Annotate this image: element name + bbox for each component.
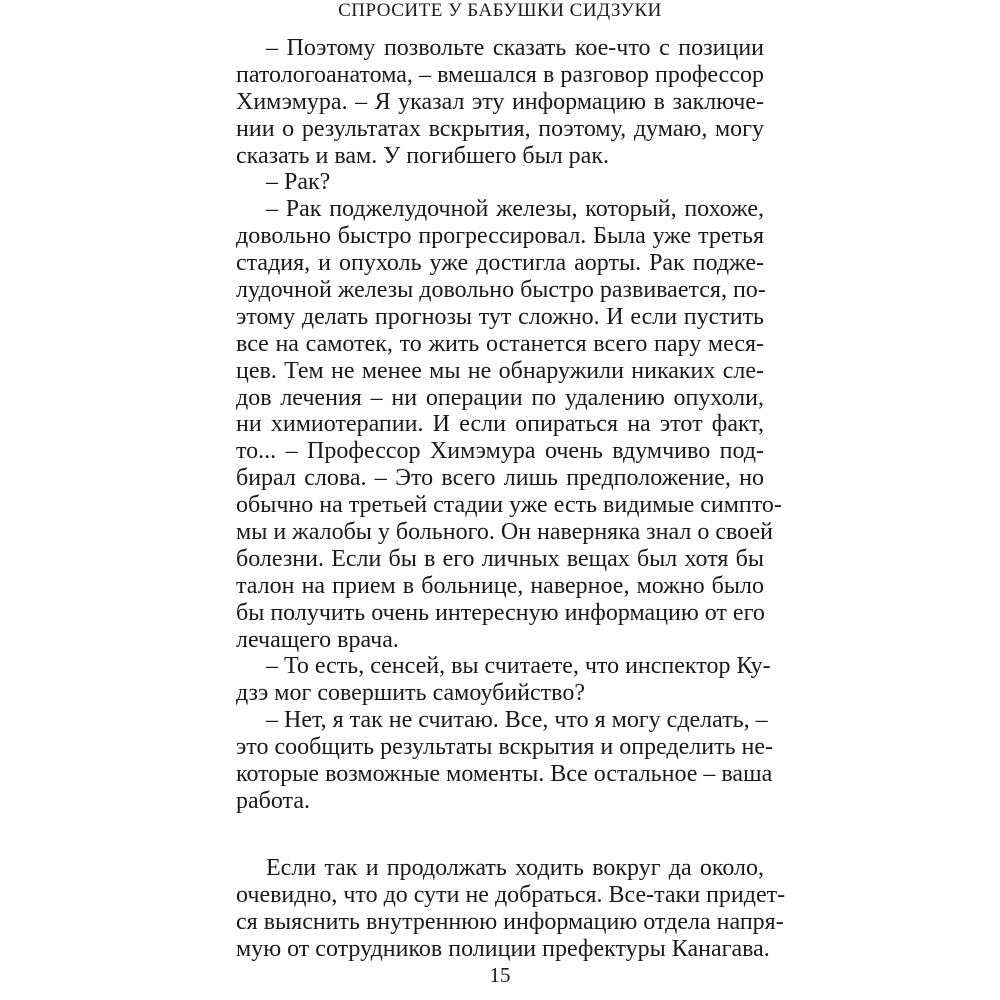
main-text-section-1	[236, 35, 782, 815]
main-text-section-2	[236, 855, 786, 963]
text-line: болезни. Если бы в его личных вещах был хотя бы	[236, 545, 764, 572]
text-line: которые возможные моменты. Все остальное – ваша	[236, 761, 773, 788]
text-line: то... – Профессор Химэмура очень вдумчиво под-	[236, 438, 764, 465]
text-line: обычно на третьей стадии уже есть видимые симпто-	[236, 492, 782, 519]
text-line: – Нет, я так не считаю. Все, что я могу сделать, –	[266, 707, 768, 734]
text-line: работа.	[236, 787, 310, 814]
text-line: бы получить очень интересную информацию от его	[236, 599, 765, 626]
text-line: Если так и продолжать ходить вокруг да около,	[266, 855, 764, 881]
text-line: довольно быстро прогрессировал. Была уже третья	[236, 223, 764, 250]
text-line: дов лечения – ни операции по удалению опухоли,	[236, 384, 764, 411]
text-line: все на самотек, то жить останется всего пару меся-	[236, 330, 764, 357]
text-line: ся выяснить внутреннюю информацию отдела напря-	[236, 908, 784, 935]
text-line: дзэ мог совершить самоубийство?	[236, 680, 585, 707]
text-line: стадия, и опухоль уже достигла аорты. Рак подже-	[236, 250, 764, 277]
text-line: талон на прием в больнице, наверное, можно было	[236, 572, 764, 599]
page-number: 15	[489, 963, 511, 987]
text-line: это сообщить результаты вскрытия и определить не-	[236, 734, 774, 761]
text-line: патологоанатома, – вмешался в разговор профессор	[236, 61, 764, 88]
text-line: лудочной железы довольно быстро развивается, по-	[236, 277, 766, 304]
text-line: этому делать прогнозы тут сложно. И если пустить	[236, 303, 764, 330]
text-line: лечащего врача.	[236, 626, 399, 653]
running-head: СПРОСИТЕ У БАБУШКИ СИДЗУКИ	[338, 0, 662, 21]
text-line: сказать и вам. У погибшего был рак.	[236, 142, 609, 169]
text-line: цев. Тем не менее мы не обнаружили никаких сле-	[236, 357, 764, 384]
text-line: Химэмура. – Я указал эту информацию в заключе-	[236, 88, 764, 115]
text-line: мую от сотрудников полиции префектуры Канагава.	[236, 935, 770, 962]
text-line: очевидно, что до сути не добраться. Все-таки придет-	[236, 881, 786, 908]
text-line: – Рак поджелудочной железы, который, похоже,	[266, 196, 764, 223]
text-line: – Рак?	[266, 169, 331, 196]
text-line: нии о результатах вскрытия, поэтому, думаю, могу	[236, 115, 764, 142]
text-line: бирал слова. – Это всего лишь предположение, но	[236, 465, 764, 492]
text-line: – Поэтому позвольте сказать кое-что с позиции	[266, 35, 764, 61]
text-line: ни химиотерапии. И если опираться на этот факт,	[236, 411, 764, 438]
text-line: – То есть, сенсей, вы считаете, что инспектор Ку-	[266, 653, 771, 680]
text-line: мы и жалобы у больного. Он наверняка знал о своей	[236, 519, 773, 546]
